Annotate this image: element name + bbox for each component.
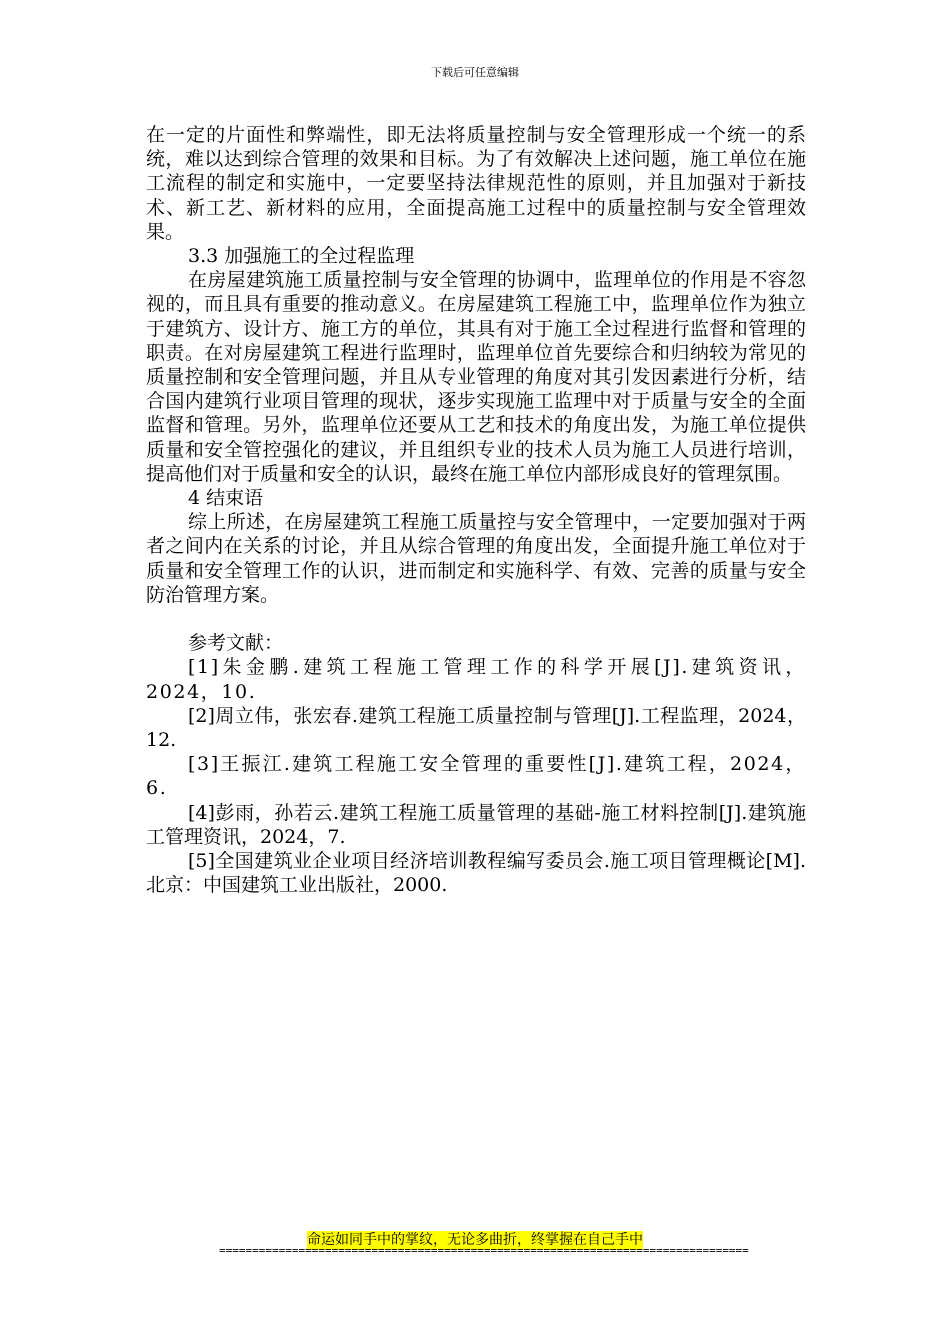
- paragraph-supervision: 在房屋建筑施工质量控制与安全管理的协调中，监理单位的作用是不容忽视的，而且具有重要的推动意义。在房屋建筑工程施工中，监理单位作为独立于建筑方、设计方、施工方的单位，其具有对于施工全过程进行监督和管理的职责。在对房屋建筑工程进行监理时，监理单位首先要综合和归纳较为常见的质量控制和安全管理问题，并且从专业管理的角度对其引发因素进行分析，结合国内建筑行业项目管理的现状，逐步实现施工监理中对于质量与安全的全面监督和管理。另外，监理单位还要从工艺和技术的角度出发，为施工单位提供质量和安全管控强化的建议，并且组织专业的技术人员为施工人员进行培训，提高他们对于质量和安全的认识，最终在施工单位内部形成良好的管理氛围。: [146, 269, 806, 485]
- reference-item-2: [2]周立伟，张宏春.建筑工程施工质量控制与管理[J].工程监理，2024，12.: [146, 704, 806, 752]
- footer-divider-rule: ================================================================================: [219, 1244, 749, 1257]
- reference-item-3: [3]王振江.建筑工程施工安全管理的重要性[J].建筑工程，2024，6.: [146, 753, 806, 800]
- reference-item-5: [5]全国建筑业企业项目经济培训教程编写委员会.施工项目管理概论[M].北京：中国建筑工业出版社，2000.: [146, 850, 806, 897]
- document-body: [146, 123, 806, 897]
- reference-item-4: [4]彭雨，孙若云.建筑工程施工质量管理的基础-施工材料控制[J].建筑施工管理资讯，2024，7.: [146, 801, 806, 848]
- references-title: 参考文献：: [188, 632, 284, 655]
- reference-item-1: [1]朱金鹏.建筑工程施工管理工作的科学开展[J].建筑资讯，2024，10.: [146, 656, 806, 703]
- blank-line: [146, 607, 806, 631]
- section-heading-3-3: 3.3 加强施工的全过程监理: [188, 245, 415, 268]
- footer-motto-text: 命运如同手中的掌纹，无论多曲折，终掌握在自己手中: [307, 1232, 643, 1248]
- paragraph-intro: 在一定的片面性和弊端性，即无法将质量控制与安全管理形成一个统一的系统，难以达到综合管理的效果和目标。为了有效解决上述问题，施工单位在施工流程的制定和实施中，一定要坚持法律规范性的原则，并且加强对于新技术、新工艺、新材料的应用，全面提高施工过程中的质量控制与安全管理效果。: [146, 124, 806, 243]
- section-heading-4: 4 结束语: [188, 487, 264, 510]
- page-header-note: 下载后可任意编辑: [431, 66, 519, 79]
- paragraph-conclusion: 综上所述，在房屋建筑工程施工质量控与安全管理中，一定要加强对于两者之间内在关系的讨论，并且从综合管理的角度出发，全面提升施工单位对于质量和安全管理工作的认识，进而制定和实施科学、有效、完善的质量与安全防治管理方案。: [146, 511, 806, 606]
